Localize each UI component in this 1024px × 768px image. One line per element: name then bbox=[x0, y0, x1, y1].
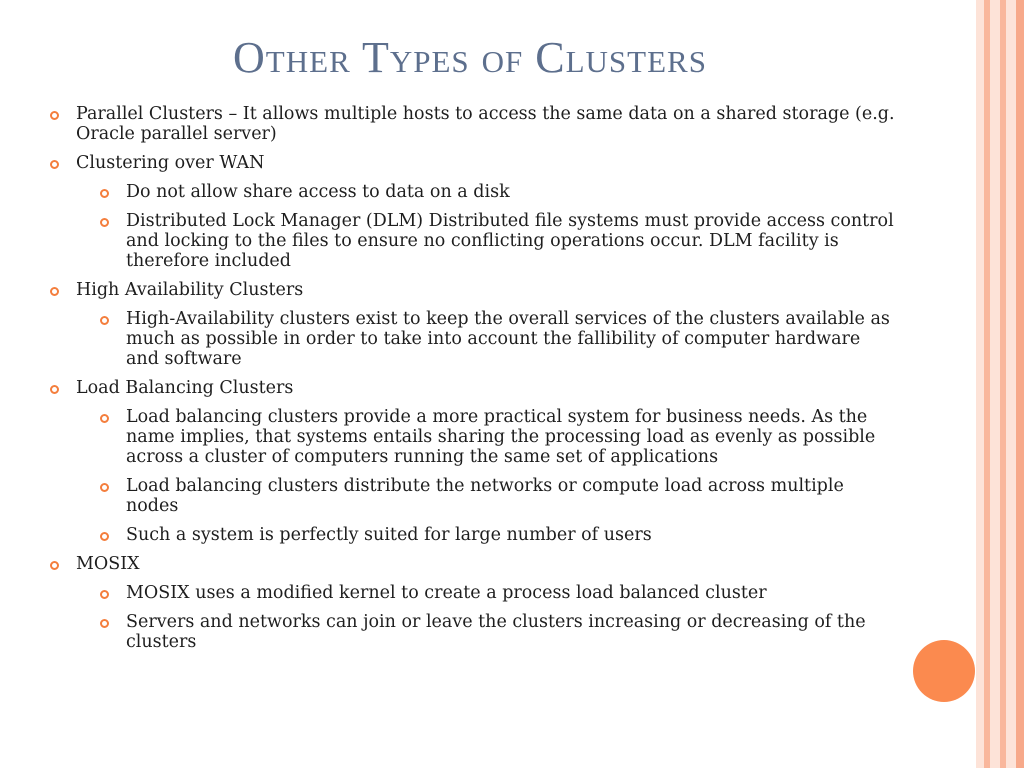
bullet-circle-icon bbox=[100, 218, 109, 227]
stripe bbox=[976, 0, 984, 768]
slide-title: Other Types of Clusters bbox=[233, 33, 707, 82]
sub-bullet-text: Distributed Lock Manager (DLM) Distributed file systems must provide access control and locking to the files to ensure no conflicting operations occur. DLM facility is therefore included bbox=[126, 211, 894, 271]
stripe bbox=[990, 0, 1000, 768]
bullet-item bbox=[48, 104, 898, 144]
bullet-circle-icon bbox=[100, 532, 109, 541]
bullet-circle-icon bbox=[50, 287, 59, 296]
bullet-circle-icon bbox=[100, 316, 109, 325]
bullet-list bbox=[48, 104, 898, 652]
slide-content bbox=[48, 104, 898, 661]
bullet-circle-icon bbox=[100, 414, 109, 423]
sub-bullet-text: MOSIX uses a modified kernel to create a process load balanced cluster bbox=[126, 583, 767, 603]
bullet-text: Load Balancing Clusters bbox=[76, 378, 294, 398]
sub-bullet-list bbox=[98, 182, 898, 271]
sub-bullet-item bbox=[98, 583, 898, 603]
bullet-circle-icon bbox=[50, 561, 59, 570]
bullet-text: High Availability Clusters bbox=[76, 280, 304, 300]
bullet-circle-icon bbox=[50, 111, 59, 120]
sub-bullet-list bbox=[98, 583, 898, 652]
sub-bullet-item bbox=[98, 407, 898, 467]
sub-bullet-item bbox=[98, 309, 898, 369]
stripe bbox=[1006, 0, 1016, 768]
decorative-circle bbox=[913, 640, 975, 702]
bullet-circle-icon bbox=[100, 189, 109, 198]
sub-bullet-item bbox=[98, 211, 898, 271]
sub-bullet-item bbox=[98, 476, 898, 516]
sub-bullet-text: High-Availability clusters exist to keep the overall services of the clusters available as much as possible in order to take into account the fallibility of computer hardware and software bbox=[126, 309, 890, 369]
bullet-item bbox=[48, 153, 898, 271]
sub-bullet-item bbox=[98, 525, 898, 545]
sub-bullet-item bbox=[98, 612, 898, 652]
bullet-circle-icon bbox=[100, 590, 109, 599]
sub-bullet-text: Servers and networks can join or leave the clusters increasing or decreasing of the clusters bbox=[126, 612, 866, 652]
sub-bullet-text: Load balancing clusters distribute the networks or compute load across multiple nodes bbox=[126, 476, 844, 516]
bullet-circle-icon bbox=[100, 483, 109, 492]
bullet-circle-icon bbox=[50, 160, 59, 169]
bullet-item bbox=[48, 378, 898, 545]
sub-bullet-item bbox=[98, 182, 898, 202]
sub-bullet-list bbox=[98, 407, 898, 545]
sub-bullet-text: Do not allow share access to data on a disk bbox=[126, 182, 510, 202]
bullet-item bbox=[48, 280, 898, 369]
bullet-item bbox=[48, 554, 898, 652]
bullet-circle-icon bbox=[50, 385, 59, 394]
sub-bullet-list bbox=[98, 309, 898, 369]
bullet-text: Parallel Clusters – It allows multiple hosts to access the same data on a shared storage (e.g. Oracle parallel server) bbox=[76, 104, 895, 144]
stripe bbox=[1016, 0, 1024, 768]
bullet-circle-icon bbox=[100, 619, 109, 628]
bullet-text: MOSIX bbox=[76, 554, 140, 574]
sub-bullet-text: Load balancing clusters provide a more practical system for business needs. As the name implies, that systems entails sharing the processing load as evenly as possible across a cluster of computers running the same set of applications bbox=[126, 407, 876, 467]
bullet-text: Clustering over WAN bbox=[76, 153, 265, 173]
sub-bullet-text: Such a system is perfectly suited for large number of users bbox=[126, 525, 652, 545]
decorative-stripes bbox=[976, 0, 1024, 768]
